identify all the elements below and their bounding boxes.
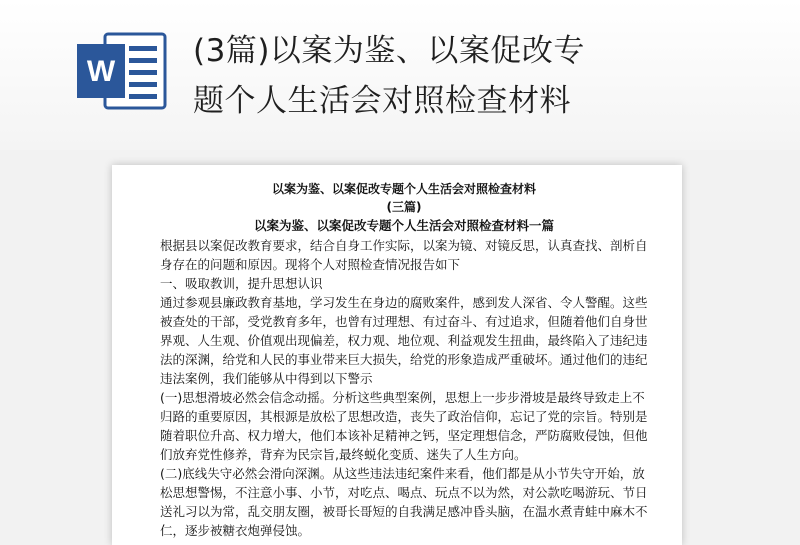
title-line-2: 题个人生活会对照检查材料 [193, 83, 571, 119]
word-icon-letter: W [86, 55, 116, 88]
paragraph-1: 通过参观县廉政教育基地，学习发生在身边的腐败案件，感到发人深省、令人警醒。这些被查处的干部，受党教育多年，也曾有过理想、有过奋斗、有过追求，但随着他们自身世界观、人生观、价值观出现偏差，权力观、地位观、利益观发生扭曲，最终陷入了违纪违法的深渊，给党和人民的事业带来巨大损失，给党的形象造成严重破坏。通过他们的违纪违法案例，我们能够从中得到以下警示 [160, 295, 648, 386]
page-title [193, 26, 753, 126]
word-document-icon [73, 30, 173, 112]
document-body [160, 181, 648, 540]
document-title: 以案为鉴、以案促改专题个人生活会对照检查材料 [271, 182, 536, 196]
paragraph-intro: 根据县以案促改教育要求，结合自身工作实际，以案为镜、对镜反思，认真查找、剖析自身存在的问题和原因。现将个人对照检查情况报告如下 [160, 238, 648, 272]
paragraph-2: (一)思想滑坡必然会信念动摇。分析这些典型案例，思想上一步步滑坡是最终导致走上不归路的重要原因，其根源是放松了思想改造，丧失了政治信仰，忘记了党的宗旨。特别是随着职位升高、权力增大，他们本该补足精神之钙，坚定理想信念，严防腐败侵蚀，但他们放弃党性修养，背弃为民宗旨,最终蜕化变质、迷失了人生方向。 [160, 390, 648, 462]
header-banner [0, 0, 800, 150]
paragraph-3: (二)底线失守必然会滑向深渊。从这些违法违纪案件来看，他们都是从小节失守开始，放松思想警惕，不注意小事、小节，对吃点、喝点、玩点不以为然，对公款吃喝游玩、节日送礼习以为常，乱交朋友圈，被哥长哥短的自我满足感冲昏头脑，在温水煮青蛙中麻木不仁，逐步被糖衣炮弹侵蚀。 [160, 466, 648, 538]
section-heading-1: 一、吸取教训，提升思想认识 [160, 276, 323, 291]
document-page [112, 165, 682, 545]
article-heading: 以案为鉴、以案促改专题个人生活会对照检查材料一篇 [253, 218, 554, 233]
document-subtitle: (三篇) [386, 200, 422, 214]
title-line-1: (3篇)以案为鉴、以案促改专 [193, 33, 585, 69]
